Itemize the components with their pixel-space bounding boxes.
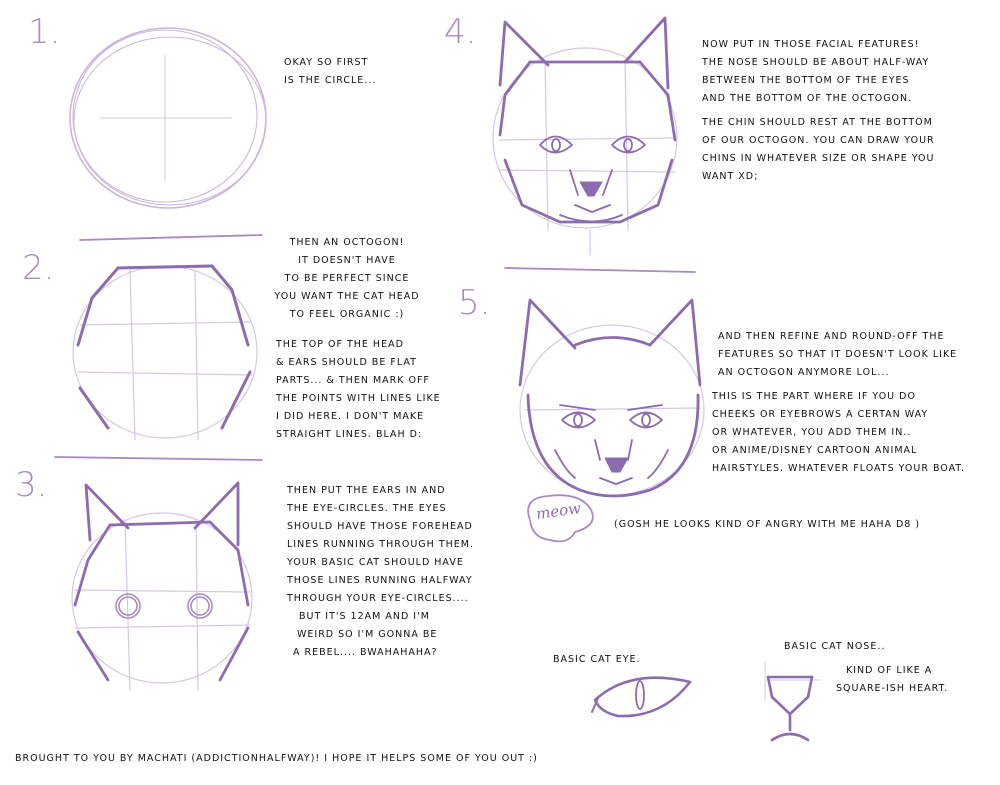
step2-text	[262, 234, 432, 324]
divider	[80, 235, 262, 240]
text-line: AND THEN REFINE AND ROUND-OFF THE	[718, 331, 945, 342]
text-line: THE POINTS WITH LINES LIKE	[276, 393, 441, 404]
text-line: THOSE LINES RUNNING HALFWAY	[287, 575, 473, 586]
step4-text	[702, 36, 929, 108]
text-line: I DID HERE. I DON'T MAKE	[276, 411, 425, 422]
basic-eye-label: BASIC CAT EYE.	[553, 654, 641, 665]
step-number-5: 5.	[458, 283, 491, 323]
text-line: KIND OF LIKE A	[846, 665, 933, 676]
text-line: PARTS... & THEN MARK OFF	[276, 375, 430, 386]
text-line: THROUGH YOUR EYE-CIRCLES....	[287, 593, 469, 604]
text-line: BUT IT'S 12AM AND I'M	[299, 611, 430, 622]
text-line: AN OCTOGON ANYMORE LOL...	[718, 367, 890, 378]
text-line: TO BE PERFECT SINCE	[284, 273, 410, 284]
text-line: THEN PUT THE EARS IN AND	[287, 485, 446, 496]
text-line: SHOULD HAVE THOSE FOREHEAD	[287, 521, 473, 532]
text-line: CHINS IN WHATEVER SIZE OR SHAPE YOU	[702, 153, 935, 164]
text-line: AND THE BOTTOM OF THE OCTOGON.	[702, 93, 913, 104]
step1-text	[284, 54, 376, 90]
step2-text-2	[276, 336, 441, 444]
text-line: IS THE CIRCLE...	[284, 75, 377, 86]
step5-text	[718, 328, 957, 382]
step1-circle-sketch	[70, 28, 266, 208]
text-line: BETWEEN THE BOTTOM OF THE EYES	[702, 75, 910, 86]
angry-note: (GOSH HE LOOKS KIND OF ANGRY WITH ME HAHA D8 )	[614, 519, 921, 530]
meow-text: meow	[534, 498, 583, 524]
basic-nose-desc	[836, 662, 948, 698]
text-line: NOW PUT IN THOSE FACIAL FEATURES!	[702, 39, 920, 50]
text-line: THIS IS THE PART WHERE IF YOU DO	[712, 391, 916, 402]
text-line: THE CHIN SHOULD REST AT THE BOTTOM	[702, 117, 933, 128]
basic-nose-label: BASIC CAT NOSE..	[784, 641, 886, 652]
text-line: IT DOESN'T HAVE	[298, 255, 396, 266]
text-line: OKAY SO FIRST	[284, 57, 369, 68]
text-line: YOU WANT THE CAT HEAD	[274, 291, 420, 302]
step2-octagon-sketch	[73, 266, 257, 440]
step-number-4: 4.	[444, 12, 477, 52]
text-line: WEIRD SO I'M GONNA BE	[297, 629, 438, 640]
step-number-2: 2.	[22, 248, 55, 288]
text-line: WANT XD;	[702, 171, 759, 182]
step5-text-2	[712, 388, 965, 478]
step4-features-sketch	[493, 18, 677, 255]
text-line: THE NOSE SHOULD BE ABOUT HALF-WAY	[702, 57, 930, 68]
text-line: THE TOP OF THE HEAD	[276, 339, 404, 350]
step3-ears-sketch	[72, 483, 252, 690]
text-line: YOUR BASIC CAT SHOULD HAVE	[287, 557, 464, 568]
text-line: TO FEEL ORGANIC :)	[289, 309, 405, 320]
text-line: HAIRSTYLES. WHATEVER FLOATS YOUR BOAT.	[712, 463, 966, 474]
basic-cat-eye-sketch	[592, 678, 690, 716]
step-number-1: 1.	[28, 12, 61, 52]
text-line: & EARS SHOULD BE FLAT	[276, 357, 417, 368]
text-line: SQUARE-ISH HEART.	[836, 683, 949, 694]
step5-refined-cat-sketch	[520, 300, 704, 496]
text-line: OR ANIME/DISNEY CARTOON ANIMAL	[712, 445, 918, 456]
text-line: LINES RUNNING THROUGH THEM.	[287, 539, 474, 550]
text-line: OF OUR OCTOGON. YOU CAN DRAW YOUR	[702, 135, 935, 146]
text-line: THEN AN OCTOGON!	[289, 237, 405, 248]
text-line: OR WHATEVER, YOU ADD THEM IN..	[712, 427, 912, 438]
text-line: CHEEKS OR EYEBROWS A CERTAN WAY	[712, 409, 929, 420]
text-line: THE EYE-CIRCLES. THE EYES	[287, 503, 447, 514]
footer-credit: BROUGHT TO YOU BY MACHATI (ADDICTIONHALFWAY)! I HOPE IT HELPS SOME OF YOU OUT :)	[15, 753, 538, 764]
text-line: STRAIGHT LINES. BLAH D:	[276, 429, 423, 440]
basic-cat-nose-sketch	[765, 662, 820, 740]
text-line: A REBEL.... BWAHAHAHA?	[293, 647, 438, 658]
divider	[505, 268, 695, 272]
text-line: FEATURES SO THAT IT DOESN'T LOOK LIKE	[718, 349, 958, 360]
divider	[55, 457, 262, 460]
step4-text-2	[702, 114, 935, 186]
step-number-3: 3.	[15, 465, 48, 505]
step3-text	[287, 482, 474, 662]
